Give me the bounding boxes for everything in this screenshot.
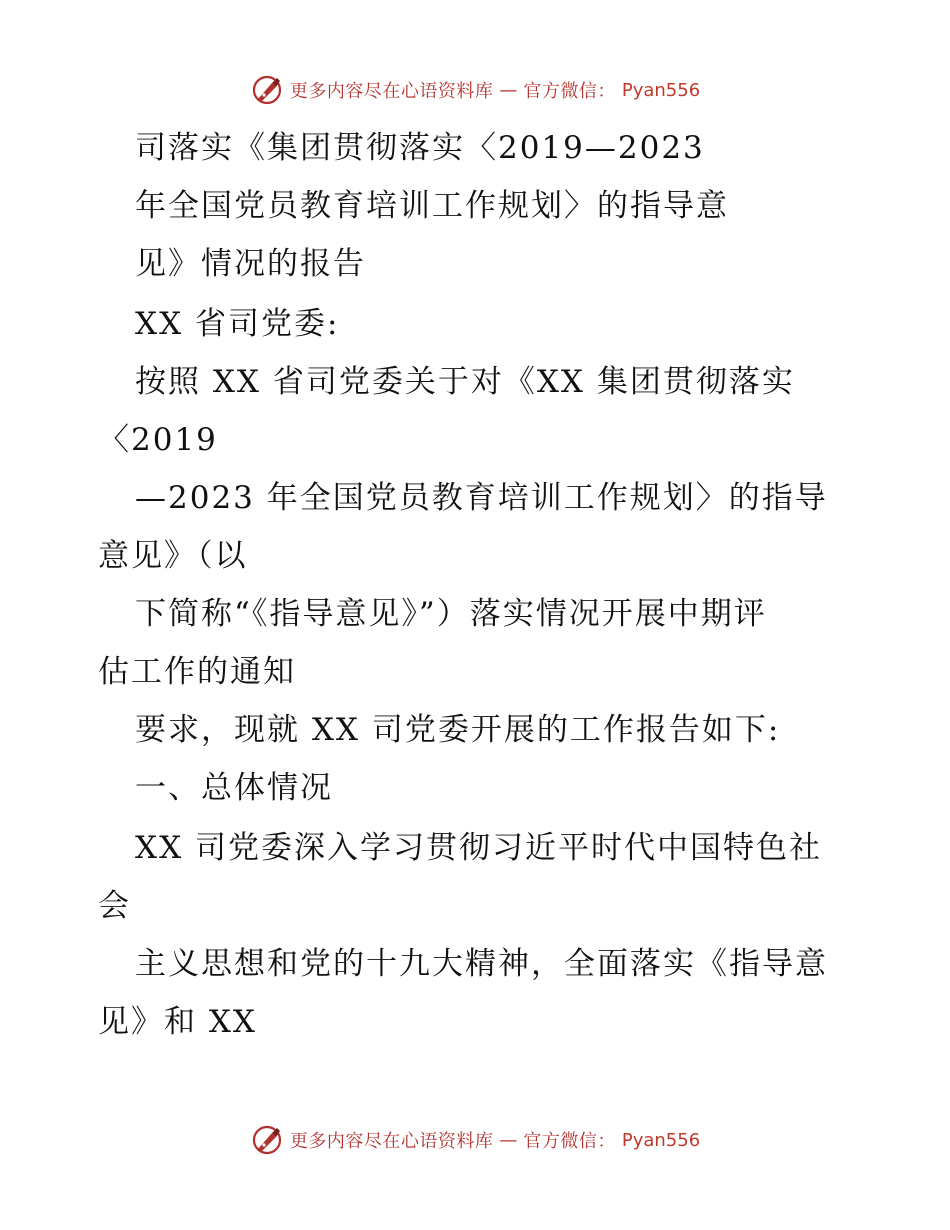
body-line: 下简称“《指导意见》”）落实情况开展中期评 [135,596,767,632]
body-line: 估工作的通知 [98,654,296,690]
body-line: 司落实《集团贯彻落实〈2019—2023 [135,130,705,166]
watermark-handle: Pyan556 [621,1129,701,1151]
watermark-text: 更多内容尽在心语资料库 [289,81,494,102]
watermark-label: 官方微信： [523,1131,616,1152]
watermark-separator: — [499,1129,518,1151]
watermark-separator: — [499,79,518,101]
body-line: 年全国党员教育培训工作规划〉的指导意 [135,188,729,224]
body-line: 按照 XX 省司党委关于对《XX 集团贯彻落实 [135,364,795,400]
body-line: 〈2019 [98,422,218,458]
header-watermark [0,70,950,110]
body-line: 会 [98,888,131,924]
body-line: 主义思想和党的十九大精神，全面落实《指导意 [135,946,828,982]
body-line: XX 司党委深入学习贯彻习近平时代中国特色社 [135,830,822,866]
body-line: 见》情况的报告 [135,246,366,282]
body-line: —2023 年全国党员教育培训工作规划〉的指导 [135,480,828,516]
body-line: 见》和 XX [98,1004,257,1040]
body-line: XX 省司党委: [135,306,340,342]
body-line: 意见》（以 [98,538,248,574]
fountain-pen-logo-icon [250,1123,284,1157]
body-line: 要求，现就 XX 司党委开展的工作报告如下: [135,712,781,748]
watermark-label: 官方微信： [523,81,616,102]
watermark-text: 更多内容尽在心语资料库 [289,1131,494,1152]
fountain-pen-logo-icon [250,73,284,107]
footer-watermark [0,1120,950,1160]
watermark-handle: Pyan556 [621,79,701,101]
body-line: 一、总体情况 [135,770,333,806]
